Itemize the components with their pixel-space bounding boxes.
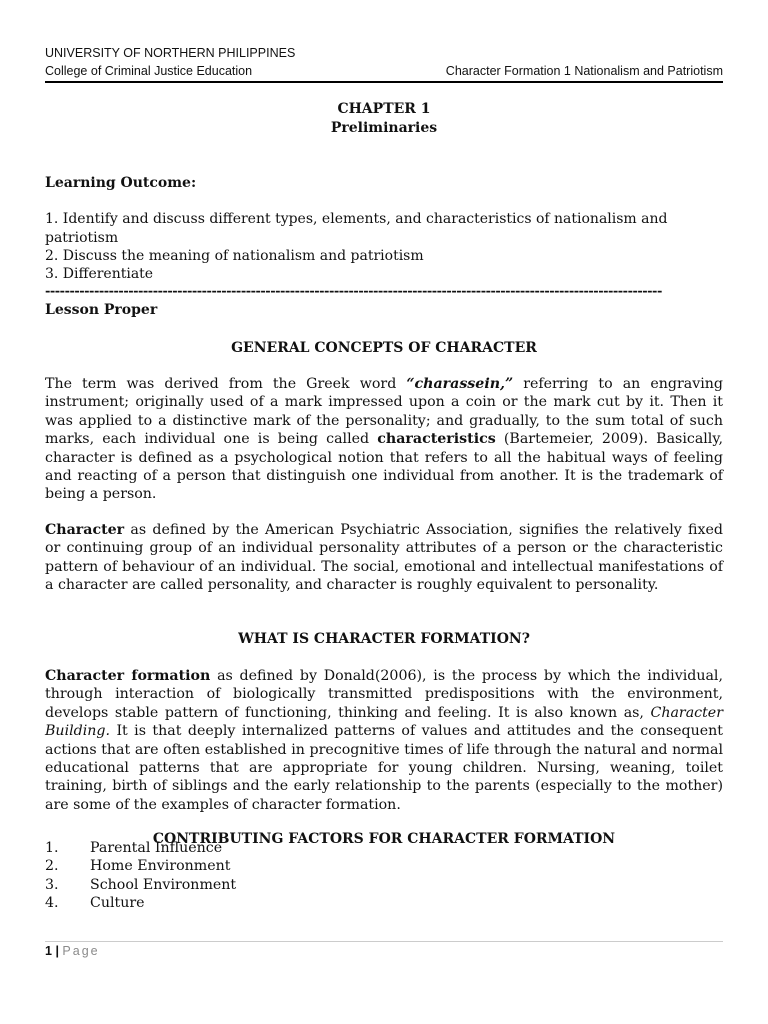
list-item: 4. Culture: [45, 895, 145, 912]
header-college: College of Criminal Justice Education: [45, 64, 253, 78]
chapter-title: Preliminaries: [330, 120, 438, 136]
learning-outcome-item: 2. Discuss the meaning of nationalism and patriotism: [45, 248, 424, 264]
document-page: [45, 0, 723, 1024]
page-footer: 1 | Page: [45, 944, 100, 958]
paragraph-character-formation: Character formation as defined by Donald(2006), is the process by which the individual, through interaction of biologically transmitted predispositions with the environment, develops stable pattern of functioning, thinking and feeling. It is also known as, Character Building. It is that deeply internalized patterns of values and attitudes and the consequent actions that are often established in precognitive times of life through the natural and normal educational patterns that are appropriate for young children. Nursing, weaning, toilet training, birth of siblings and the early relationship to the parents (especially to the mother) are some of the examples of character formation.: [45, 668, 723, 813]
paragraph-origin: The term was derived from the Greek word “charassein,” referring to an engraving instrument; originally used of a mark impressed upon a coin or the mark cut by it. Then it was applied to a distinctive mark of the personality; and gradually, to the sum total of such marks, each individual one is being called characteristics (Bartemeier, 2009). Basically, character is defined as a psychological notion that refers to all the habitual ways of feeling and reacting of a person that distinguish one individual from another. It is the trademark of being a person.: [45, 376, 723, 503]
list-item: 3. School Environment: [45, 876, 237, 893]
learning-outcome-item: patriotism: [45, 230, 119, 246]
factors-list: [45, 839, 445, 913]
section-heading-general-concepts: GENERAL CONCEPTS OF CHARACTER: [231, 340, 537, 356]
lesson-proper-heading: Lesson Proper: [45, 302, 158, 318]
page-number: 1: [45, 944, 52, 958]
header-course-title: Character Formation 1 Nationalism and Patriotism: [445, 64, 723, 78]
paragraph-definition: Character as defined by the American Psychiatric Association, signifies the relatively fixed or continuing group of an individual personality attributes of a person or the characteristic pattern of behaviour of an individual. The social, emotional and intellectual manifestations of a character are called personality, and character is roughly equivalent to personality.: [45, 522, 723, 594]
section-separator: ------------------------------------------------------------------------------------------------------------------------------: [45, 284, 662, 299]
list-item: 1. Parental Influence: [45, 840, 223, 856]
footer-divider: [45, 941, 723, 942]
chapter-number: CHAPTER 1: [337, 101, 431, 117]
list-item: 2. Home Environment: [45, 858, 231, 875]
learning-outcome-heading: Learning Outcome:: [45, 175, 197, 191]
header-divider: [45, 81, 723, 83]
section-heading-contributing-factors: CONTRIBUTING FACTORS FOR CHARACTER FORMATION: [152, 831, 616, 847]
section-heading-character-formation: WHAT IS CHARACTER FORMATION?: [238, 631, 530, 647]
learning-outcome-item: 3. Differentiate: [45, 266, 154, 282]
learning-outcome-item: 1. Identify and discuss different types, elements, and characteristics of nationalism and: [45, 211, 668, 227]
page-label: Page: [62, 944, 100, 958]
header-university: UNIVERSITY OF NORTHERN PHILIPPINES: [45, 46, 296, 60]
